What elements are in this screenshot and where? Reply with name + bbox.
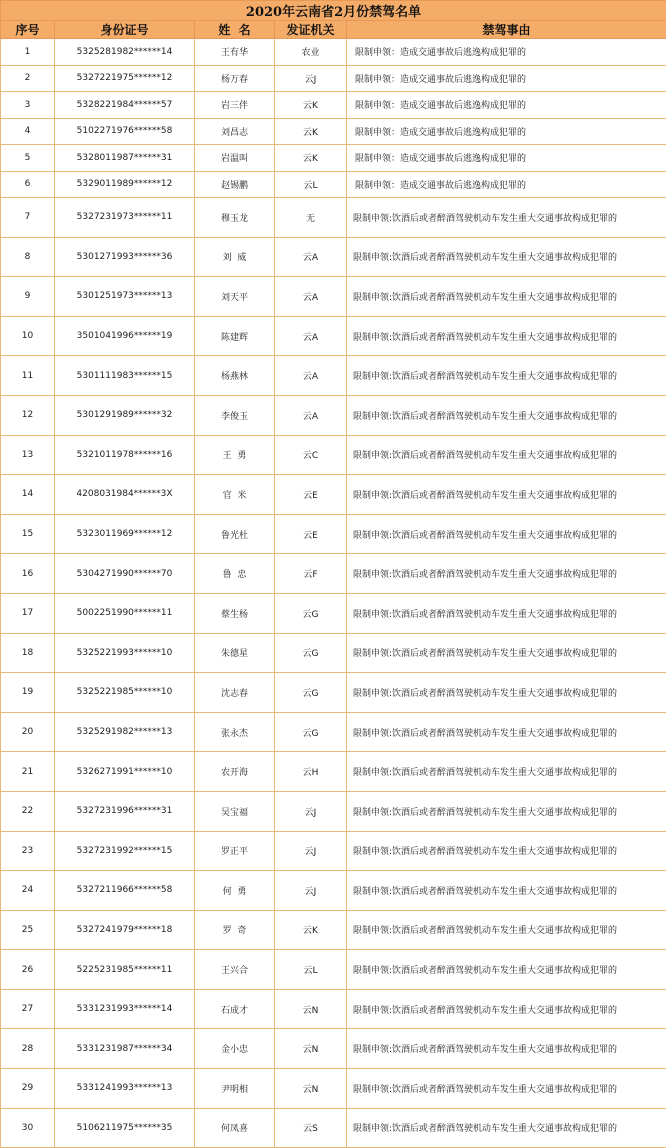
reason-cell: 限制申领：造成交通事故后逃逸构成犯罪的 bbox=[347, 171, 666, 198]
issuing-agency-cell: 云G bbox=[275, 593, 347, 633]
reason-cell: 限制申领:饮酒后或者醉酒驾驶机动车发生重大交通事故构成犯罪的 bbox=[347, 791, 666, 831]
issuing-agency-cell: 云C bbox=[275, 435, 347, 475]
issuing-agency-cell: 云K bbox=[275, 145, 347, 172]
id-number-cell: 5326271991******10 bbox=[55, 752, 195, 792]
id-number-cell: 5325221985******10 bbox=[55, 673, 195, 713]
name-cell: 朱德星 bbox=[195, 633, 275, 673]
reason-cell: 限制申领:饮酒后或者醉酒驾驶机动车发生重大交通事故构成犯罪的 bbox=[347, 316, 666, 356]
header-reason: 禁驾事由 bbox=[347, 21, 666, 39]
table-row bbox=[1, 950, 666, 990]
header-id: 身份证号 bbox=[55, 21, 195, 39]
reason-cell: 限制申领：造成交通事故后逃逸构成犯罪的 bbox=[347, 92, 666, 119]
id-number-cell: 5325221993******10 bbox=[55, 633, 195, 673]
name-cell: 官 米 bbox=[195, 475, 275, 515]
table-row bbox=[1, 831, 666, 871]
table-row bbox=[1, 277, 666, 317]
table-row bbox=[1, 65, 666, 92]
reason-cell: 限制申领:饮酒后或者醉酒驾驶机动车发生重大交通事故构成犯罪的 bbox=[347, 1069, 666, 1109]
name-cell: 杨燕林 bbox=[195, 356, 275, 396]
reason-cell: 限制申领:饮酒后或者醉酒驾驶机动车发生重大交通事故构成犯罪的 bbox=[347, 514, 666, 554]
name-cell: 张永杰 bbox=[195, 712, 275, 752]
reason-cell: 限制申领:饮酒后或者醉酒驾驶机动车发生重大交通事故构成犯罪的 bbox=[347, 950, 666, 990]
id-number-cell: 5328011987******31 bbox=[55, 145, 195, 172]
row-number: 27 bbox=[1, 989, 55, 1029]
id-number-cell: 5327211966******58 bbox=[55, 871, 195, 911]
id-number-cell: 5327231973******11 bbox=[55, 198, 195, 238]
table-row bbox=[1, 989, 666, 1029]
table-row bbox=[1, 39, 666, 66]
reason-cell: 限制申领:饮酒后或者醉酒驾驶机动车发生重大交通事故构成犯罪的 bbox=[347, 712, 666, 752]
table-row bbox=[1, 752, 666, 792]
id-number-cell: 5301251973******13 bbox=[55, 277, 195, 317]
name-cell: 陈建辉 bbox=[195, 316, 275, 356]
reason-cell: 限制申领:饮酒后或者醉酒驾驶机动车发生重大交通事故构成犯罪的 bbox=[347, 198, 666, 238]
row-number: 26 bbox=[1, 950, 55, 990]
issuing-agency-cell: 云S bbox=[275, 1108, 347, 1148]
name-cell: 沈志春 bbox=[195, 673, 275, 713]
reason-cell: 限制申领:饮酒后或者醉酒驾驶机动车发生重大交通事故构成犯罪的 bbox=[347, 910, 666, 950]
row-number: 3 bbox=[1, 92, 55, 119]
table-row bbox=[1, 791, 666, 831]
id-number-cell: 5327221975******12 bbox=[55, 65, 195, 92]
table-row bbox=[1, 92, 666, 119]
issuing-agency-cell: 云N bbox=[275, 1069, 347, 1109]
name-cell: 李俊玉 bbox=[195, 395, 275, 435]
name-cell: 岩三伴 bbox=[195, 92, 275, 119]
table-row bbox=[1, 198, 666, 238]
name-cell: 石成才 bbox=[195, 989, 275, 1029]
id-number-cell: 5301291989******32 bbox=[55, 395, 195, 435]
reason-cell: 限制申领：造成交通事故后逃逸构成犯罪的 bbox=[347, 39, 666, 66]
name-cell: 赵锡鹏 bbox=[195, 171, 275, 198]
name-cell: 鲁 忠 bbox=[195, 554, 275, 594]
header-agency: 发证机关 bbox=[275, 21, 347, 39]
name-cell: 穆玉龙 bbox=[195, 198, 275, 238]
id-number-cell: 5323011969******12 bbox=[55, 514, 195, 554]
name-cell: 王兴合 bbox=[195, 950, 275, 990]
page-title: 2020年云南省2月份禁驾名单 bbox=[1, 1, 666, 21]
name-cell: 蔡生杨 bbox=[195, 593, 275, 633]
issuing-agency-cell: 云J bbox=[275, 831, 347, 871]
name-cell: 刘 威 bbox=[195, 237, 275, 277]
issuing-agency-cell: 云N bbox=[275, 989, 347, 1029]
issuing-agency-cell: 云J bbox=[275, 871, 347, 911]
id-number-cell: 5327231992******15 bbox=[55, 831, 195, 871]
issuing-agency-cell: 云E bbox=[275, 475, 347, 515]
issuing-agency-cell: 云A bbox=[275, 356, 347, 396]
name-cell: 何凤喜 bbox=[195, 1108, 275, 1148]
header-no: 序号 bbox=[1, 21, 55, 39]
reason-cell: 限制申领:饮酒后或者醉酒驾驶机动车发生重大交通事故构成犯罪的 bbox=[347, 831, 666, 871]
table-row bbox=[1, 475, 666, 515]
issuing-agency-cell: 云N bbox=[275, 1029, 347, 1069]
table-row bbox=[1, 1069, 666, 1109]
table-row bbox=[1, 356, 666, 396]
reason-cell: 限制申领:饮酒后或者醉酒驾驶机动车发生重大交通事故构成犯罪的 bbox=[347, 435, 666, 475]
issuing-agency-cell: 云F bbox=[275, 554, 347, 594]
name-cell: 岩温叫 bbox=[195, 145, 275, 172]
id-number-cell: 5331241993******13 bbox=[55, 1069, 195, 1109]
row-number: 22 bbox=[1, 791, 55, 831]
row-number: 17 bbox=[1, 593, 55, 633]
reason-cell: 限制申领:饮酒后或者醉酒驾驶机动车发生重大交通事故构成犯罪的 bbox=[347, 277, 666, 317]
row-number: 5 bbox=[1, 145, 55, 172]
name-cell: 吴宝福 bbox=[195, 791, 275, 831]
row-number: 18 bbox=[1, 633, 55, 673]
table-row bbox=[1, 118, 666, 145]
table-row bbox=[1, 237, 666, 277]
table-row bbox=[1, 514, 666, 554]
row-number: 28 bbox=[1, 1029, 55, 1069]
issuing-agency-cell: 云A bbox=[275, 237, 347, 277]
issuing-agency-cell: 云G bbox=[275, 712, 347, 752]
table-row bbox=[1, 673, 666, 713]
issuing-agency-cell: 云H bbox=[275, 752, 347, 792]
name-cell: 农开海 bbox=[195, 752, 275, 792]
issuing-agency-cell: 农业 bbox=[275, 39, 347, 66]
table-row bbox=[1, 871, 666, 911]
row-number: 14 bbox=[1, 475, 55, 515]
reason-cell: 限制申领:饮酒后或者醉酒驾驶机动车发生重大交通事故构成犯罪的 bbox=[347, 475, 666, 515]
header-row bbox=[1, 21, 666, 39]
reason-cell: 限制申领:饮酒后或者醉酒驾驶机动车发生重大交通事故构成犯罪的 bbox=[347, 871, 666, 911]
reason-cell: 限制申领:饮酒后或者醉酒驾驶机动车发生重大交通事故构成犯罪的 bbox=[347, 593, 666, 633]
id-number-cell: 5225231985******11 bbox=[55, 950, 195, 990]
table-row bbox=[1, 593, 666, 633]
row-number: 2 bbox=[1, 65, 55, 92]
name-cell: 刘昌志 bbox=[195, 118, 275, 145]
id-number-cell: 5328221984******57 bbox=[55, 92, 195, 119]
issuing-agency-cell: 云K bbox=[275, 118, 347, 145]
row-number: 10 bbox=[1, 316, 55, 356]
row-number: 25 bbox=[1, 910, 55, 950]
id-number-cell: 5102271976******58 bbox=[55, 118, 195, 145]
row-number: 8 bbox=[1, 237, 55, 277]
issuing-agency-cell: 云A bbox=[275, 395, 347, 435]
row-number: 19 bbox=[1, 673, 55, 713]
reason-cell: 限制申领:饮酒后或者醉酒驾驶机动车发生重大交通事故构成犯罪的 bbox=[347, 237, 666, 277]
row-number: 24 bbox=[1, 871, 55, 911]
id-number-cell: 5327231996******31 bbox=[55, 791, 195, 831]
table-row bbox=[1, 1029, 666, 1069]
reason-cell: 限制申领:饮酒后或者醉酒驾驶机动车发生重大交通事故构成犯罪的 bbox=[347, 633, 666, 673]
id-number-cell: 5325291982******13 bbox=[55, 712, 195, 752]
reason-cell: 限制申领:饮酒后或者醉酒驾驶机动车发生重大交通事故构成犯罪的 bbox=[347, 395, 666, 435]
id-number-cell: 5301271993******36 bbox=[55, 237, 195, 277]
row-number: 16 bbox=[1, 554, 55, 594]
reason-cell: 限制申领：造成交通事故后逃逸构成犯罪的 bbox=[347, 145, 666, 172]
id-number-cell: 5331231993******14 bbox=[55, 989, 195, 1029]
issuing-agency-cell: 云G bbox=[275, 673, 347, 713]
reason-cell: 限制申领：造成交通事故后逃逸构成犯罪的 bbox=[347, 118, 666, 145]
row-number: 20 bbox=[1, 712, 55, 752]
issuing-agency-cell: 云A bbox=[275, 316, 347, 356]
name-cell: 罗正平 bbox=[195, 831, 275, 871]
id-number-cell: 5327241979******18 bbox=[55, 910, 195, 950]
issuing-agency-cell: 云G bbox=[275, 633, 347, 673]
name-cell: 王 勇 bbox=[195, 435, 275, 475]
row-number: 23 bbox=[1, 831, 55, 871]
reason-cell: 限制申领:饮酒后或者醉酒驾驶机动车发生重大交通事故构成犯罪的 bbox=[347, 1029, 666, 1069]
table-body bbox=[1, 39, 666, 1148]
name-cell: 罗 奇 bbox=[195, 910, 275, 950]
issuing-agency-cell: 云J bbox=[275, 791, 347, 831]
row-number: 13 bbox=[1, 435, 55, 475]
row-number: 4 bbox=[1, 118, 55, 145]
issuing-agency-cell: 云K bbox=[275, 910, 347, 950]
name-cell: 刘天平 bbox=[195, 277, 275, 317]
table-row bbox=[1, 145, 666, 172]
table-row bbox=[1, 395, 666, 435]
table-row bbox=[1, 435, 666, 475]
table-row bbox=[1, 171, 666, 198]
id-number-cell: 5321011978******16 bbox=[55, 435, 195, 475]
name-cell: 王有华 bbox=[195, 39, 275, 66]
reason-cell: 限制申领:饮酒后或者醉酒驾驶机动车发生重大交通事故构成犯罪的 bbox=[347, 1108, 666, 1148]
name-cell: 何 勇 bbox=[195, 871, 275, 911]
table-row bbox=[1, 316, 666, 356]
id-number-cell: 5002251990******11 bbox=[55, 593, 195, 633]
reason-cell: 限制申领:饮酒后或者醉酒驾驶机动车发生重大交通事故构成犯罪的 bbox=[347, 554, 666, 594]
issuing-agency-cell: 云K bbox=[275, 92, 347, 119]
issuing-agency-cell: 云L bbox=[275, 171, 347, 198]
id-number-cell: 5325281982******14 bbox=[55, 39, 195, 66]
row-number: 11 bbox=[1, 356, 55, 396]
table-row bbox=[1, 910, 666, 950]
table-row bbox=[1, 554, 666, 594]
row-number: 29 bbox=[1, 1069, 55, 1109]
id-number-cell: 3501041996******19 bbox=[55, 316, 195, 356]
id-number-cell: 5304271990******70 bbox=[55, 554, 195, 594]
row-number: 12 bbox=[1, 395, 55, 435]
title-row bbox=[1, 1, 666, 21]
name-cell: 尹明相 bbox=[195, 1069, 275, 1109]
id-number-cell: 5106211975******35 bbox=[55, 1108, 195, 1148]
row-number: 30 bbox=[1, 1108, 55, 1148]
reason-cell: 限制申领:饮酒后或者醉酒驾驶机动车发生重大交通事故构成犯罪的 bbox=[347, 673, 666, 713]
row-number: 21 bbox=[1, 752, 55, 792]
row-number: 6 bbox=[1, 171, 55, 198]
issuing-agency-cell: 无 bbox=[275, 198, 347, 238]
reason-cell: 限制申领:饮酒后或者醉酒驾驶机动车发生重大交通事故构成犯罪的 bbox=[347, 752, 666, 792]
name-cell: 金小忠 bbox=[195, 1029, 275, 1069]
id-number-cell: 5301111983******15 bbox=[55, 356, 195, 396]
table-row bbox=[1, 633, 666, 673]
name-cell: 鲁光杜 bbox=[195, 514, 275, 554]
row-number: 15 bbox=[1, 514, 55, 554]
issuing-agency-cell: 云E bbox=[275, 514, 347, 554]
row-number: 9 bbox=[1, 277, 55, 317]
table-row bbox=[1, 712, 666, 752]
id-number-cell: 5329011989******12 bbox=[55, 171, 195, 198]
id-number-cell: 4208031984******3X bbox=[55, 475, 195, 515]
name-cell: 杨万春 bbox=[195, 65, 275, 92]
header-name: 姓 名 bbox=[195, 21, 275, 39]
issuing-agency-cell: 云A bbox=[275, 277, 347, 317]
issuing-agency-cell: 云L bbox=[275, 950, 347, 990]
row-number: 7 bbox=[1, 198, 55, 238]
issuing-agency-cell: 云J bbox=[275, 65, 347, 92]
reason-cell: 限制申领：造成交通事故后逃逸构成犯罪的 bbox=[347, 65, 666, 92]
reason-cell: 限制申领:饮酒后或者醉酒驾驶机动车发生重大交通事故构成犯罪的 bbox=[347, 989, 666, 1029]
id-number-cell: 5331231987******34 bbox=[55, 1029, 195, 1069]
reason-cell: 限制申领:饮酒后或者醉酒驾驶机动车发生重大交通事故构成犯罪的 bbox=[347, 356, 666, 396]
row-number: 1 bbox=[1, 39, 55, 66]
